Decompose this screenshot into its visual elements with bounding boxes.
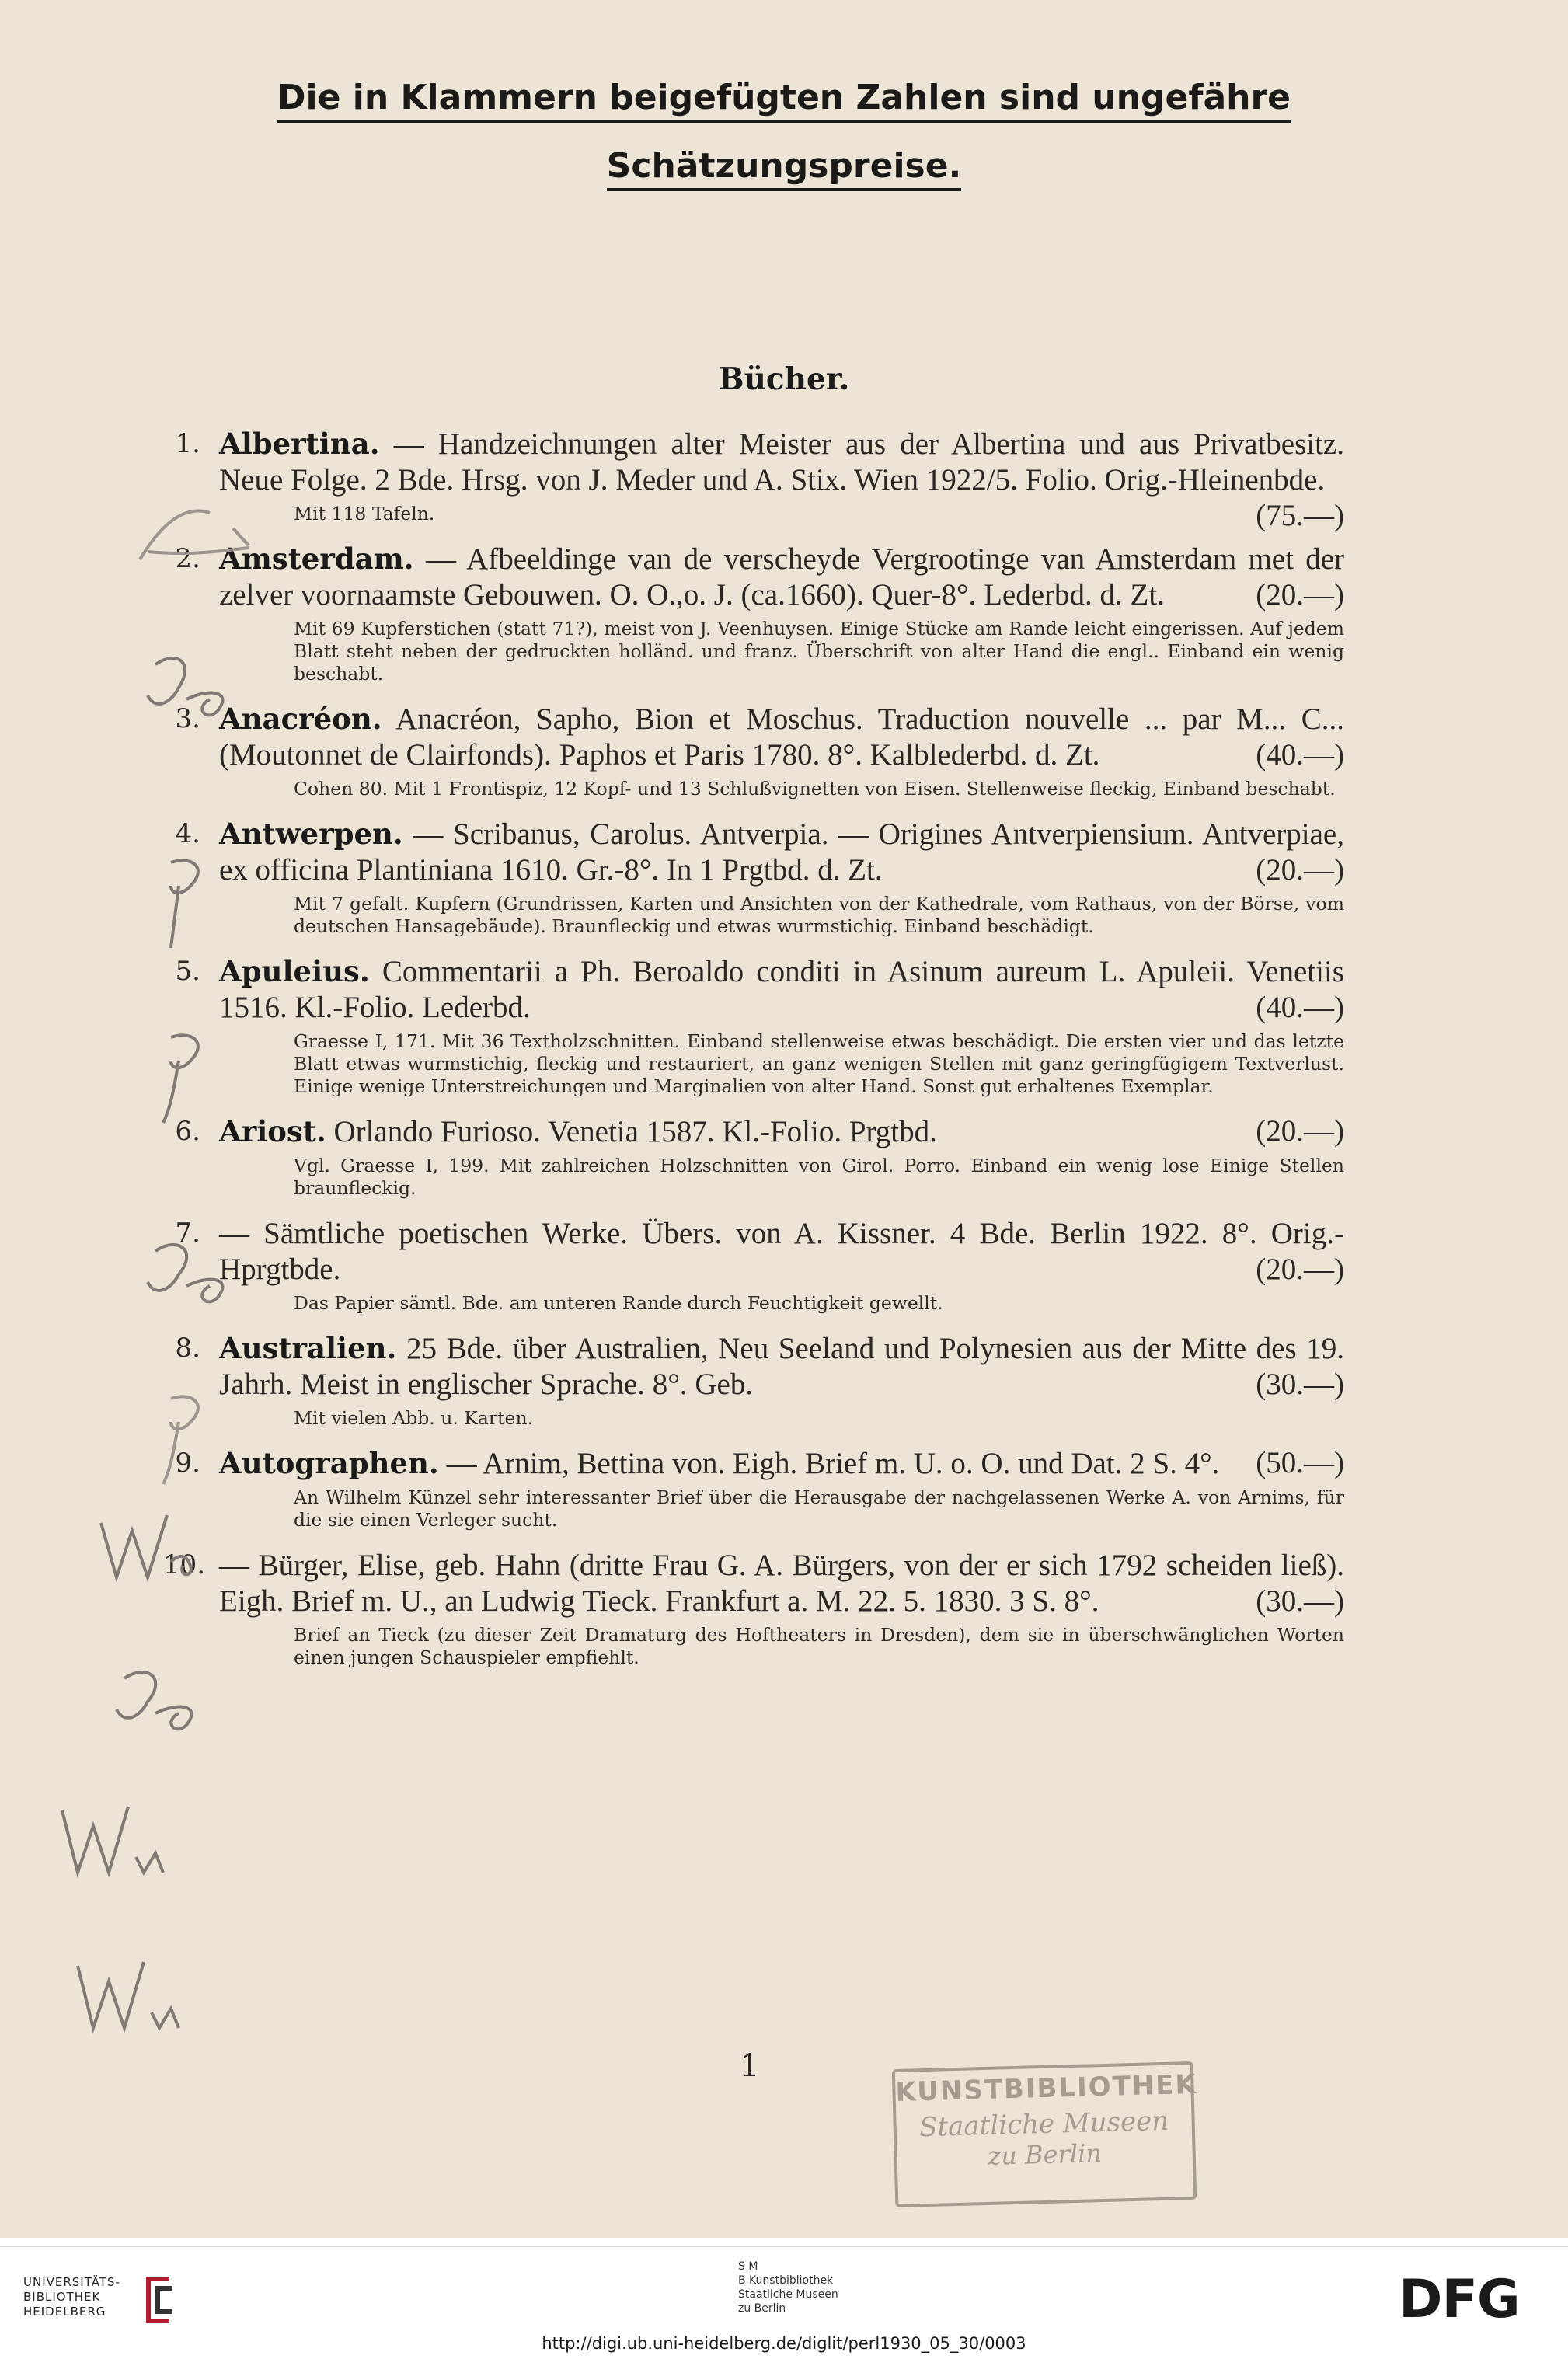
pencil-mark-icon (85, 1492, 256, 1601)
entry-text (219, 1330, 1344, 1403)
entry-price: (20.—) (1256, 1114, 1344, 1148)
entry-price: (40.—) (1256, 738, 1344, 772)
entry-text (219, 1445, 1344, 1482)
credit-line: zu Berlin (738, 2302, 786, 2315)
entry-description: Orlando Furioso. Venetia 1587. Kl.-Folio. Prgtbd. (326, 1115, 937, 1148)
entry-text (219, 1215, 1344, 1288)
entry-description: 25 Bde. über Australien, Neu Seeland und Polynesien aus der Mitte des 19. Jahrh. Meist in englischer Sprache. 8°. Geb. (219, 1332, 1344, 1401)
entry-description: Anacréon, Sapho, Bion et Moschus. Traduction nouvelle ... par M... C... (Moutonnet de Clairfonds). Paphos et Paris 1780. 8°. Kalblederbd. d. Zt. (219, 702, 1344, 772)
stamp-line-1: KUNSTBIBLIOTHEK (894, 2068, 1198, 2108)
stamp-line-3: zu Berlin (987, 2138, 1103, 2171)
entry-text (219, 541, 1344, 613)
entry-price: (30.—) (1256, 1368, 1344, 1401)
university-name-line: BIBLIOTHEK (23, 2290, 101, 2304)
entry-price: (40.—) (1256, 991, 1344, 1024)
entry-text (219, 1113, 1344, 1150)
university-name-line: HEIDELBERG (23, 2305, 106, 2319)
permalink-url[interactable]: http://digi.ub.uni-heidelberg.de/diglit/perl1930_05_30/0003 (542, 2334, 1026, 2353)
entry-number: 9. (175, 1448, 200, 1479)
entry-note: Graesse I, 171. Mit 36 Textholzschnitten. Einband stellenweise etwas beschädigt. Die ersten vier und das letzte Blatt etwas wurmstichig, fleckig und restauriert, an ganz wenigen Stellen mit ganz geringfügigem Textverlust. Einige wenige Unterstreichungen und Marginalien von alter Hand. Sonst gut erhaltenes Exemplar. (294, 1030, 1344, 1097)
page-number: 1 (740, 2048, 760, 2084)
entry-price: (75.—) (1256, 499, 1344, 532)
entry-number: 6. (175, 1116, 200, 1147)
entry-number: 10. (163, 1549, 206, 1580)
entry-number: 8. (175, 1333, 200, 1364)
entry-keyword: Anacréon. (219, 702, 382, 736)
entry-note: An Wilhelm Künzel sehr interessanter Brief über die Herausgabe der nachgelassenen Werke A. von Arnims, für die sie einen Verleger sucht. (294, 1486, 1344, 1531)
entry-keyword: Amsterdam. (219, 542, 414, 576)
entry-description: — Bürger, Elise, geb. Hahn (dritte Frau G. A. Bürgers, von der er sich 1792 scheiden ließ). Eigh. Brief m. U., an Ludwig Tieck. Frankfurt a. M. 22. 5. 1830. 3 S. 8°. (219, 1549, 1344, 1618)
heading-line-1: Die in Klammern beigefügten Zahlen sind ungefähre (0, 78, 1568, 117)
entry-keyword: Antwerpen. (219, 817, 403, 851)
footer-bar (0, 2238, 1568, 2359)
entry-number: 1. (175, 428, 200, 459)
entry-3 (171, 701, 1344, 800)
entry-note: Das Papier sämtl. Bde. am unteren Rande durch Feuchtigkeit gewellt. (294, 1292, 943, 1314)
university-name (23, 2275, 120, 2319)
entry-price: (20.—) (1256, 1253, 1344, 1286)
entry-note: Brief an Tieck (zu dieser Zeit Dramaturg des Hoftheaters in Dresden), dem sie in überschwänglichen Worten einen jungen Schauspieler empfiehlt. (294, 1624, 1344, 1668)
entry-2 (171, 541, 1344, 685)
entry-keyword: Apuleius. (219, 954, 370, 988)
entry-4 (171, 816, 1344, 938)
entry-7 (171, 1215, 1344, 1315)
entry-description: — Sämtliche poetischen Werke. Übers. von A. Kissner. 4 Bde. Berlin 1922. 8°. Orig.-Hprgtbde. (219, 1217, 1344, 1286)
credit-line: S M (738, 2260, 758, 2273)
pencil-mark-icon (117, 474, 287, 583)
entry-5 (171, 953, 1344, 1098)
pencil-mark-icon (124, 1022, 295, 1131)
entry-keyword: Albertina. (219, 427, 380, 461)
entry-description: — Handzeichnungen alter Meister aus der Albertina und aus Privatbesitz. Neue Folge. 2 Bde. Hrsg. von J. Meder und A. Stix. Wien 1922/5. Folio. Orig.-Hleinenbde. (219, 427, 1344, 497)
pencil-mark-icon (62, 1943, 233, 2051)
heading-line-2: Schätzungspreise. (0, 146, 1568, 186)
footer-divider (0, 2246, 1568, 2247)
entry-text (219, 701, 1344, 773)
pencil-mark-icon (124, 1220, 295, 1329)
entry-note: Cohen 80. Mit 1 Frontispiz, 12 Kopf- und 13 Schlußvignetten von Eisen. Stellenweise fleckig, Einband beschabt. (294, 778, 1336, 800)
entry-text (219, 816, 1344, 888)
university-name-line: UNIVERSITÄTS- (23, 2275, 120, 2289)
entry-text (219, 953, 1344, 1026)
entry-description: — Arnim, Bettina von. Eigh. Brief m. U. o. O. und Dat. 2 S. 4°. (438, 1447, 1220, 1480)
entry-number: 7. (175, 1218, 200, 1249)
entry-price: (30.—) (1256, 1584, 1344, 1618)
entry-1 (171, 426, 1344, 532)
entry-note: Mit 7 gefalt. Kupfern (Grundrissen, Karten und Ansichten von der Kathedrale, vom Rathaus, von der Börse, vom deutschen Hansagebäude). Braunfleckig und etwas wurmstichig. Einband beschädigt. (294, 893, 1344, 937)
pencil-mark-icon (124, 1383, 295, 1492)
entry-number: 2. (175, 543, 200, 574)
entries-list (163, 426, 1344, 1685)
entry-description: Commentarii a Ph. Beroaldo conditi in Asinum aureum L. Apuleii. Venetiis 1516. Kl.-Folio. Lederbd. (219, 955, 1344, 1024)
entry-number: 5. (175, 956, 200, 987)
credit-line: B Kunstbibliothek (738, 2274, 834, 2287)
entry-note: Mit 118 Tafeln. (294, 503, 435, 524)
entry-keyword: Autographen. (219, 1446, 439, 1480)
source-credit (738, 2260, 838, 2315)
entry-note: Mit 69 Kupferstichen (statt 71?), meist von J. Veenhuysen. Einige Stücke am Rande leicht eingerissen. Auf jedem Blatt steht neben der gedruckten holländ. und franz. Überschrift von alter Hand die engl.. Einband ein wenig beschabt. (294, 618, 1344, 685)
entry-keyword: Ariost. (219, 1114, 326, 1148)
pencil-mark-icon (47, 1787, 218, 1896)
credit-line: Staatliche Museen (738, 2288, 838, 2301)
entry-description: — Afbeeldinge van de verscheyde Vergrootinge van Amsterdam met der zelver voornaamste Gebouwen. O. O.,o. J. (ca.1660). Quer-8°. Lederbd. d. Zt. (219, 542, 1344, 612)
entry-description: — Scribanus, Carolus. Antverpia. — Origines Antverpiensium. Antverpiae, ex officina Plantiniana 1610. Gr.-8°. In 1 Prgtbd. d. Zt. (219, 817, 1344, 887)
entry-6 (171, 1113, 1344, 1200)
entry-note: Vgl. Graesse I, 199. Mit zahlreichen Holzschnitten von Girol. Porro. Einband ein wenig lose Einige Stellen braunfleckig. (294, 1155, 1344, 1199)
entry-price: (20.—) (1256, 853, 1344, 887)
entry-8 (171, 1330, 1344, 1430)
pencil-mark-icon (124, 847, 295, 956)
entry-price: (50.—) (1256, 1446, 1344, 1479)
entry-9 (171, 1445, 1344, 1531)
entry-number: 4. (175, 818, 200, 849)
entry-number: 3. (175, 703, 200, 734)
pencil-mark-icon (93, 1647, 264, 1756)
entry-keyword: Australien. (219, 1331, 397, 1365)
stamp-line-2: Staatliche Museen (918, 2105, 1169, 2144)
library-stamp (892, 2061, 1197, 2207)
university-logo-icon (138, 2269, 185, 2331)
entry-10 (163, 1547, 1344, 1669)
dfg-logo: DFG (1399, 2269, 1520, 2330)
entry-text (219, 1547, 1344, 1619)
pencil-mark-icon (124, 633, 295, 742)
section-title: Bücher. (718, 361, 850, 397)
entry-price: (20.—) (1256, 578, 1344, 612)
entry-note: Mit vielen Abb. u. Karten. (294, 1407, 534, 1429)
